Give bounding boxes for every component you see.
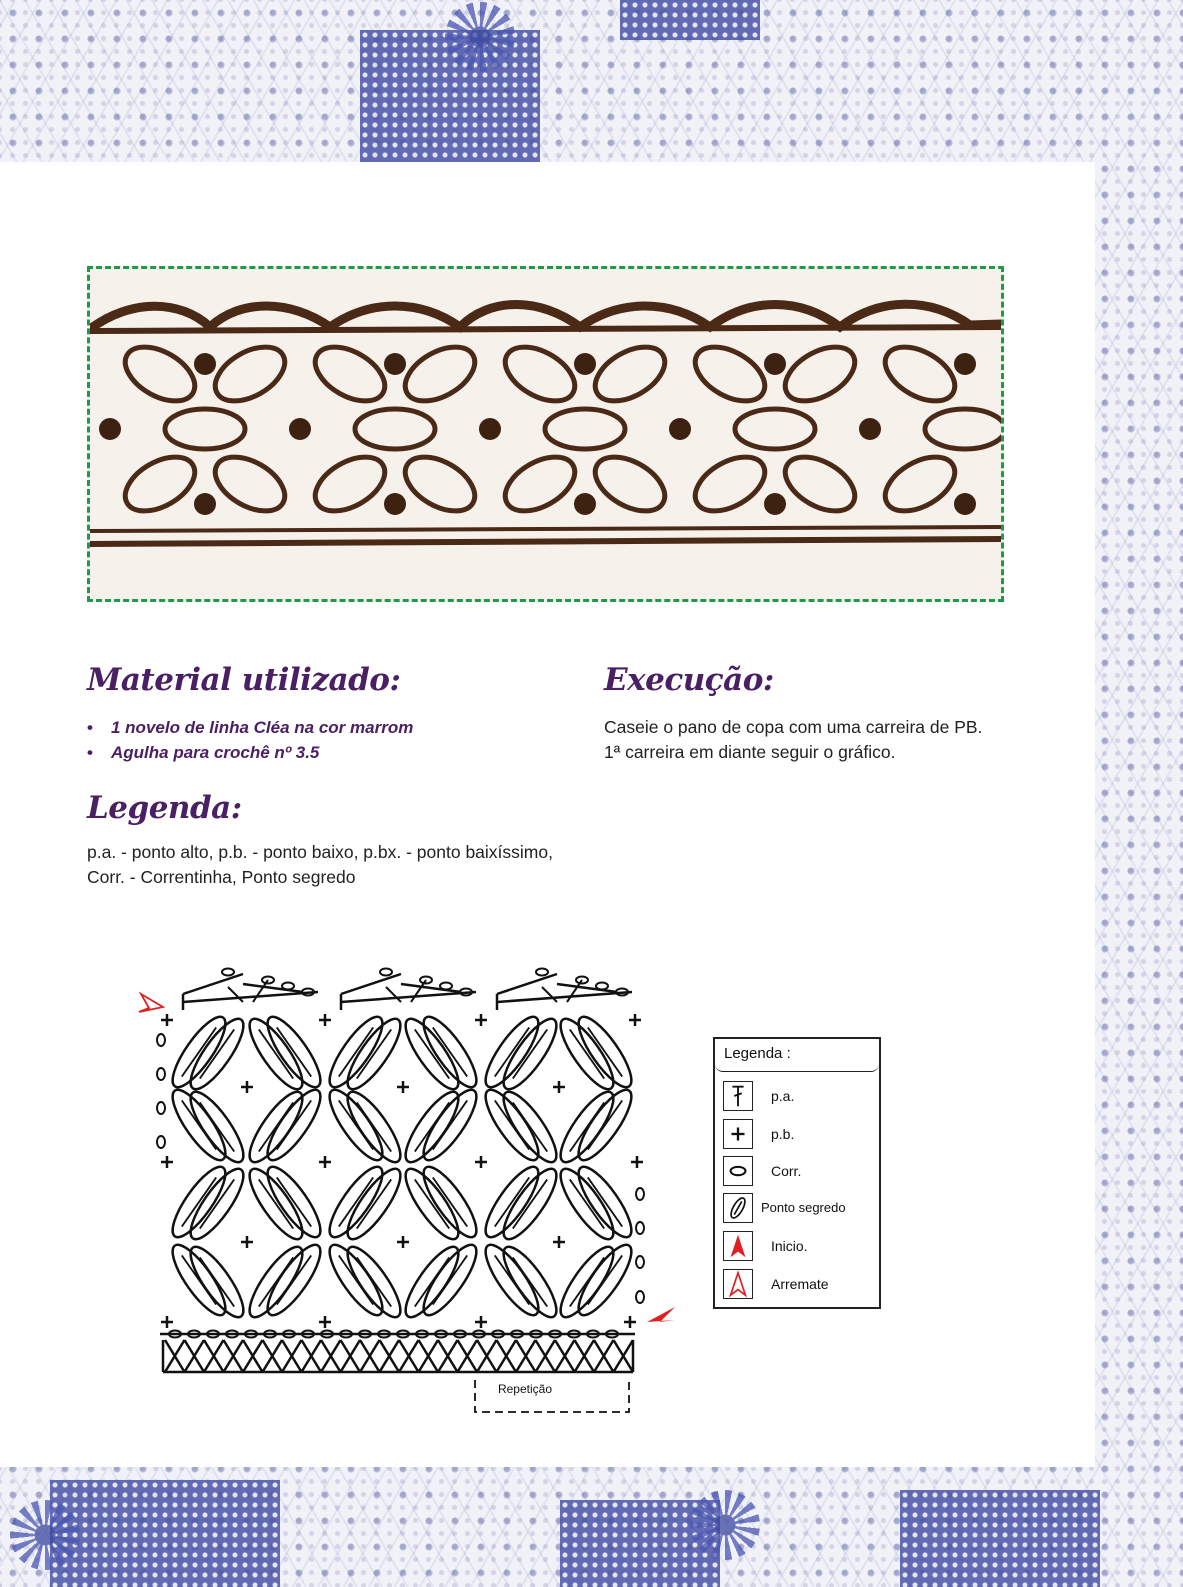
chrysanthemum-motif [445, 2, 515, 72]
legend-row-arremate [715, 1269, 879, 1303]
secret-stitch-symbol [339, 1027, 373, 1076]
chain-symbol [222, 969, 234, 976]
secret-stitch-symbol [570, 1179, 604, 1228]
chain-symbol [157, 1034, 165, 1046]
secret-stitch-symbol [415, 1179, 449, 1228]
chain-symbol [157, 1068, 165, 1080]
secret-stitch-symbol [339, 1177, 373, 1226]
legend-label: Ponto segredo [761, 1200, 846, 1215]
legend-row-pa [715, 1081, 879, 1115]
secret-stitch-symbol [277, 1255, 311, 1304]
secret-stitch-symbol [513, 1102, 547, 1151]
legend-label: Inicio. [771, 1238, 808, 1254]
fabric-patch [900, 1490, 1100, 1587]
material-list [87, 715, 413, 765]
finish-arrow-icon [723, 1269, 753, 1299]
chrysanthemum-motif [690, 1490, 760, 1560]
execucao-line: 1ª carreira em diante seguir o gráfico. [604, 742, 896, 762]
secret-stitch-symbol [415, 1029, 449, 1078]
photo-frame [87, 266, 1004, 602]
chain-symbol [636, 1291, 644, 1303]
chrysanthemum-motif [10, 1500, 80, 1570]
fabric-patch [620, 0, 760, 40]
treble-stitch-icon [723, 1081, 753, 1111]
chain-symbol [636, 1256, 644, 1268]
chain-symbol [440, 983, 452, 990]
treble-stitch-symbol [497, 974, 557, 994]
secret-stitch-symbol [513, 1179, 547, 1228]
chain-symbol [380, 969, 392, 976]
legend-label: Arremate [771, 1276, 829, 1292]
top-line [341, 992, 476, 1002]
legend-label: p.a. [771, 1088, 795, 1104]
secret-stitch-symbol [200, 1102, 234, 1151]
top-line [183, 992, 318, 1002]
legend-row-secret [715, 1193, 879, 1227]
legend-label: p.b. [771, 1126, 795, 1142]
secret-stitch-symbol [357, 1102, 391, 1151]
secret-stitch-symbol [433, 1027, 467, 1076]
secret-stitch-symbol [357, 1257, 391, 1306]
secret-stitch-symbol [513, 1257, 547, 1306]
secret-stitch-symbol [200, 1257, 234, 1306]
treble-stitch-symbol [341, 974, 401, 994]
secret-stitch-symbol [495, 1027, 529, 1076]
secret-stitch-symbol [182, 1027, 216, 1076]
chain-symbol [636, 1222, 644, 1234]
legenda-text [87, 840, 607, 890]
secret-stitch-symbol [433, 1255, 467, 1304]
legend-title: Legenda : [715, 1039, 879, 1072]
chain-symbol [636, 1188, 644, 1200]
chain-symbol [536, 969, 548, 976]
secret-stitch-symbol [200, 1029, 234, 1078]
secret-stitch-symbol [588, 1255, 622, 1304]
finish-arrow-icon [139, 994, 163, 1012]
chain-symbol [157, 1136, 165, 1148]
secret-stitch-symbol [259, 1179, 293, 1228]
chain-stitch-icon [723, 1156, 753, 1186]
secret-stitch-symbol [182, 1177, 216, 1226]
chain-symbol [282, 983, 294, 990]
legenda-title: Legenda: [87, 790, 242, 826]
secret-stitch-symbol [570, 1029, 604, 1078]
execucao-text [604, 715, 1024, 765]
secret-stitch-symbol [200, 1179, 234, 1228]
secret-stitch-symbol [277, 1100, 311, 1149]
legenda-line: p.a. - ponto alto, p.b. - ponto baixo, p.bx. - ponto baixíssimo, [87, 842, 553, 862]
single-crochet-icon [723, 1119, 753, 1149]
chain-symbol [157, 1102, 165, 1114]
secret-stitch-symbol [588, 1027, 622, 1076]
repeat-label: Repetição [497, 1382, 553, 1396]
secret-stitch-symbol [433, 1100, 467, 1149]
secret-stitch-symbol [357, 1179, 391, 1228]
crochet-lace-photo [90, 269, 1001, 599]
secret-stitch-symbol [433, 1177, 467, 1226]
execucao-line: Caseie o pano de copa com uma carreira de PB. [604, 717, 983, 737]
list-item: • 1 novelo de linha Cléa na cor marrom [87, 715, 413, 740]
legend-row-corr [715, 1156, 879, 1190]
secret-stitch-symbol [277, 1177, 311, 1226]
start-arrow-icon [647, 1307, 675, 1322]
secret-stitch-symbol [259, 1029, 293, 1078]
treble-stitch-symbol [183, 974, 243, 994]
chain-symbol [596, 983, 608, 990]
start-arrow-icon [723, 1231, 753, 1261]
top-line [497, 992, 632, 1002]
chart-legend [713, 1037, 881, 1309]
fabric-patch [50, 1480, 280, 1587]
execucao-title: Execução: [604, 662, 774, 698]
material-title: Material utilizado: [87, 662, 401, 698]
secret-stitch-symbol [357, 1029, 391, 1078]
legend-label: Corr. [771, 1163, 802, 1179]
secret-stitch-icon [723, 1193, 753, 1223]
secret-stitch-symbol [588, 1100, 622, 1149]
secret-stitch-symbol [513, 1029, 547, 1078]
secret-stitch-symbol [495, 1177, 529, 1226]
legend-row-inicio [715, 1231, 879, 1265]
secret-stitch-symbol [588, 1177, 622, 1226]
crochet-chart [135, 962, 695, 1437]
secret-stitch-symbol [277, 1027, 311, 1076]
list-item: • Agulha para crochê nº 3.5 [87, 740, 413, 765]
legenda-line: Corr. - Correntinha, Ponto segredo [87, 867, 356, 887]
legend-row-pb [715, 1119, 879, 1153]
